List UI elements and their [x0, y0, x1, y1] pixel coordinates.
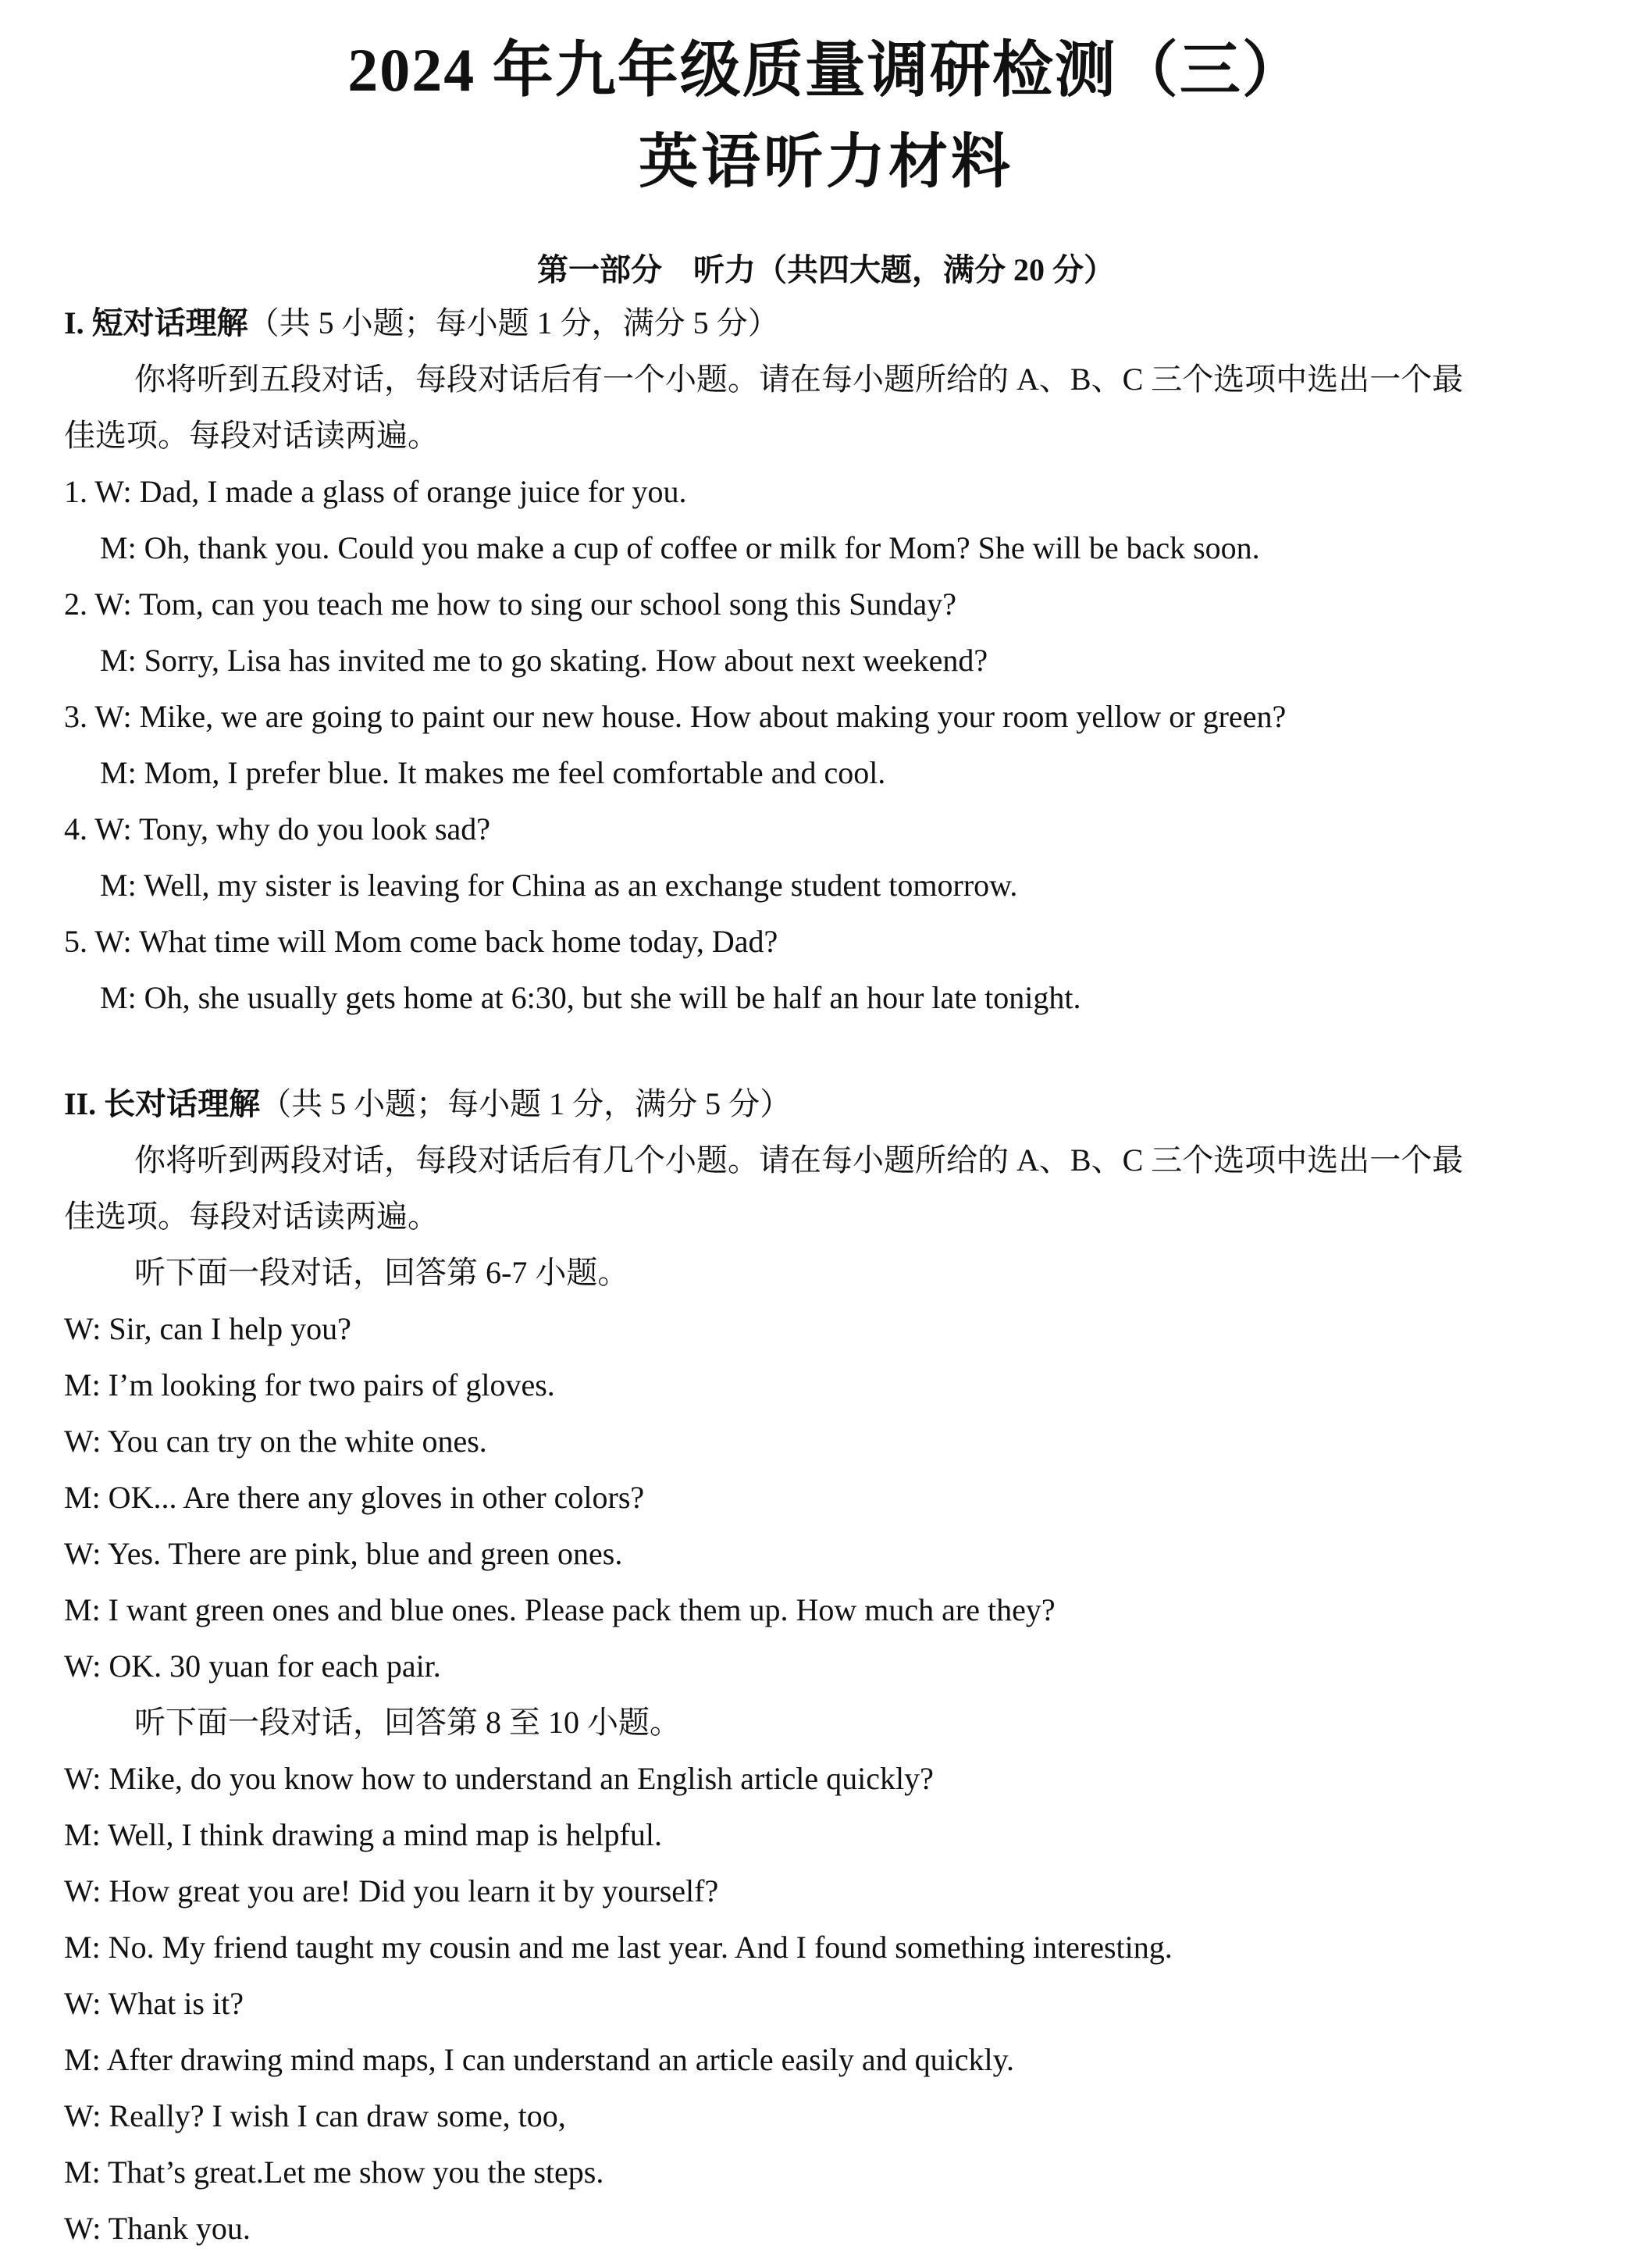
dialogue-line: M: OK... Are there any gloves in other colors? — [64, 1480, 645, 1515]
section2-note: （共 5 小题；每小题 1 分，满分 5 分） — [260, 1086, 792, 1121]
dialogue-line: 5. W: What time will Mom come back home today, Dad? — [64, 924, 778, 959]
dialogue-line: W: Thank you. — [64, 2211, 251, 2246]
dialogue-line: 3. W: Mike, we are going to paint our new house. How about making your room yellow or green? — [64, 699, 1287, 734]
dialogue-line: W: Really? I wish I can draw some, too, — [64, 2098, 566, 2133]
section1-heading — [64, 301, 779, 345]
section1-title: I. 短对话理解 — [64, 305, 248, 340]
dialogue-line: W: How great you are! Did you learn it by yourself? — [64, 1873, 719, 1909]
dialogue-line: W: Mike, do you know how to understand an English article quickly? — [64, 1761, 934, 1796]
dialogue-line: M: Sorry, Lisa has invited me to go skating. How about next weekend? — [100, 643, 988, 678]
document-title: 2024 年九年级质量调研检测（三） — [347, 36, 1305, 104]
section2-heading — [64, 1082, 791, 1126]
dialogue-line: M: Oh, thank you. Could you make a cup of coffee or milk for Mom? She will be back soon. — [100, 530, 1260, 565]
dialogue-line: W: Yes. There are pink, blue and green ones. — [64, 1536, 623, 1571]
section1-instructions-cont: 佳选项。每段对话读两遍。 — [64, 418, 439, 453]
dialogue-line: M: Well, my sister is leaving for China as an exchange student tomorrow. — [100, 868, 1018, 903]
dialogue-line: W: Sir, can I help you? — [64, 1311, 351, 1346]
dialogue-line: 4. W: Tony, why do you look sad? — [64, 811, 491, 846]
section2-title: II. 长对话理解 — [64, 1086, 261, 1121]
dialogue-line: M: Mom, I prefer blue. It makes me feel comfortable and cool. — [100, 755, 886, 790]
part-heading: 第一部分 听力（共四大题，满分 20 分） — [537, 252, 1115, 287]
dialogue-line: M: After drawing mind maps, I can understand an article easily and quickly. — [64, 2042, 1015, 2077]
dialogue-line: M: No. My friend taught my cousin and me last year. And I found something interesting. — [64, 1930, 1173, 1965]
dialogue-line: W: OK. 30 yuan for each pair. — [64, 1648, 441, 1684]
dialogue-line: M: Well, I think drawing a mind map is helpful. — [64, 1817, 662, 1852]
dialogue-line: M: That’s great.Let me show you the steps. — [64, 2154, 604, 2190]
dialogue-line: W: What is it? — [64, 1986, 244, 2021]
section2-instructions-cont: 佳选项。每段对话读两遍。 — [64, 1199, 439, 1234]
dialogue-line: 2. W: Tom, can you teach me how to sing our school song this Sunday? — [64, 586, 956, 622]
dialogue-line: 1. W: Dad, I made a glass of orange juice for you. — [64, 474, 687, 509]
section2-instructions: 你将听到两段对话，每段对话后有几个小题。请在每小题所给的 A、B、C 三个选项中选出一个最 — [134, 1142, 1464, 1178]
listening-prompt: 听下面一段对话，回答第 8 至 10 小题。 — [134, 1705, 681, 1740]
dialogue-line: M: Oh, she usually gets home at 6:30, but she will be half an hour late tonight. — [100, 980, 1081, 1015]
document-subtitle: 英语听力材料 — [639, 130, 1013, 195]
section1-note: （共 5 小题；每小题 1 分，满分 5 分） — [247, 305, 779, 340]
section1-instructions: 你将听到五段对话，每段对话后有一个小题。请在每小题所给的 A、B、C 三个选项中选出一个最 — [134, 362, 1464, 397]
dialogue-line: M: I want green ones and blue ones. Please pack them up. How much are they? — [64, 1592, 1056, 1627]
dialogue-line: W: You can try on the white ones. — [64, 1424, 487, 1459]
listening-prompt: 听下面一段对话，回答第 6-7 小题。 — [134, 1255, 629, 1290]
dialogue-line: M: I’m looking for two pairs of gloves. — [64, 1367, 555, 1402]
